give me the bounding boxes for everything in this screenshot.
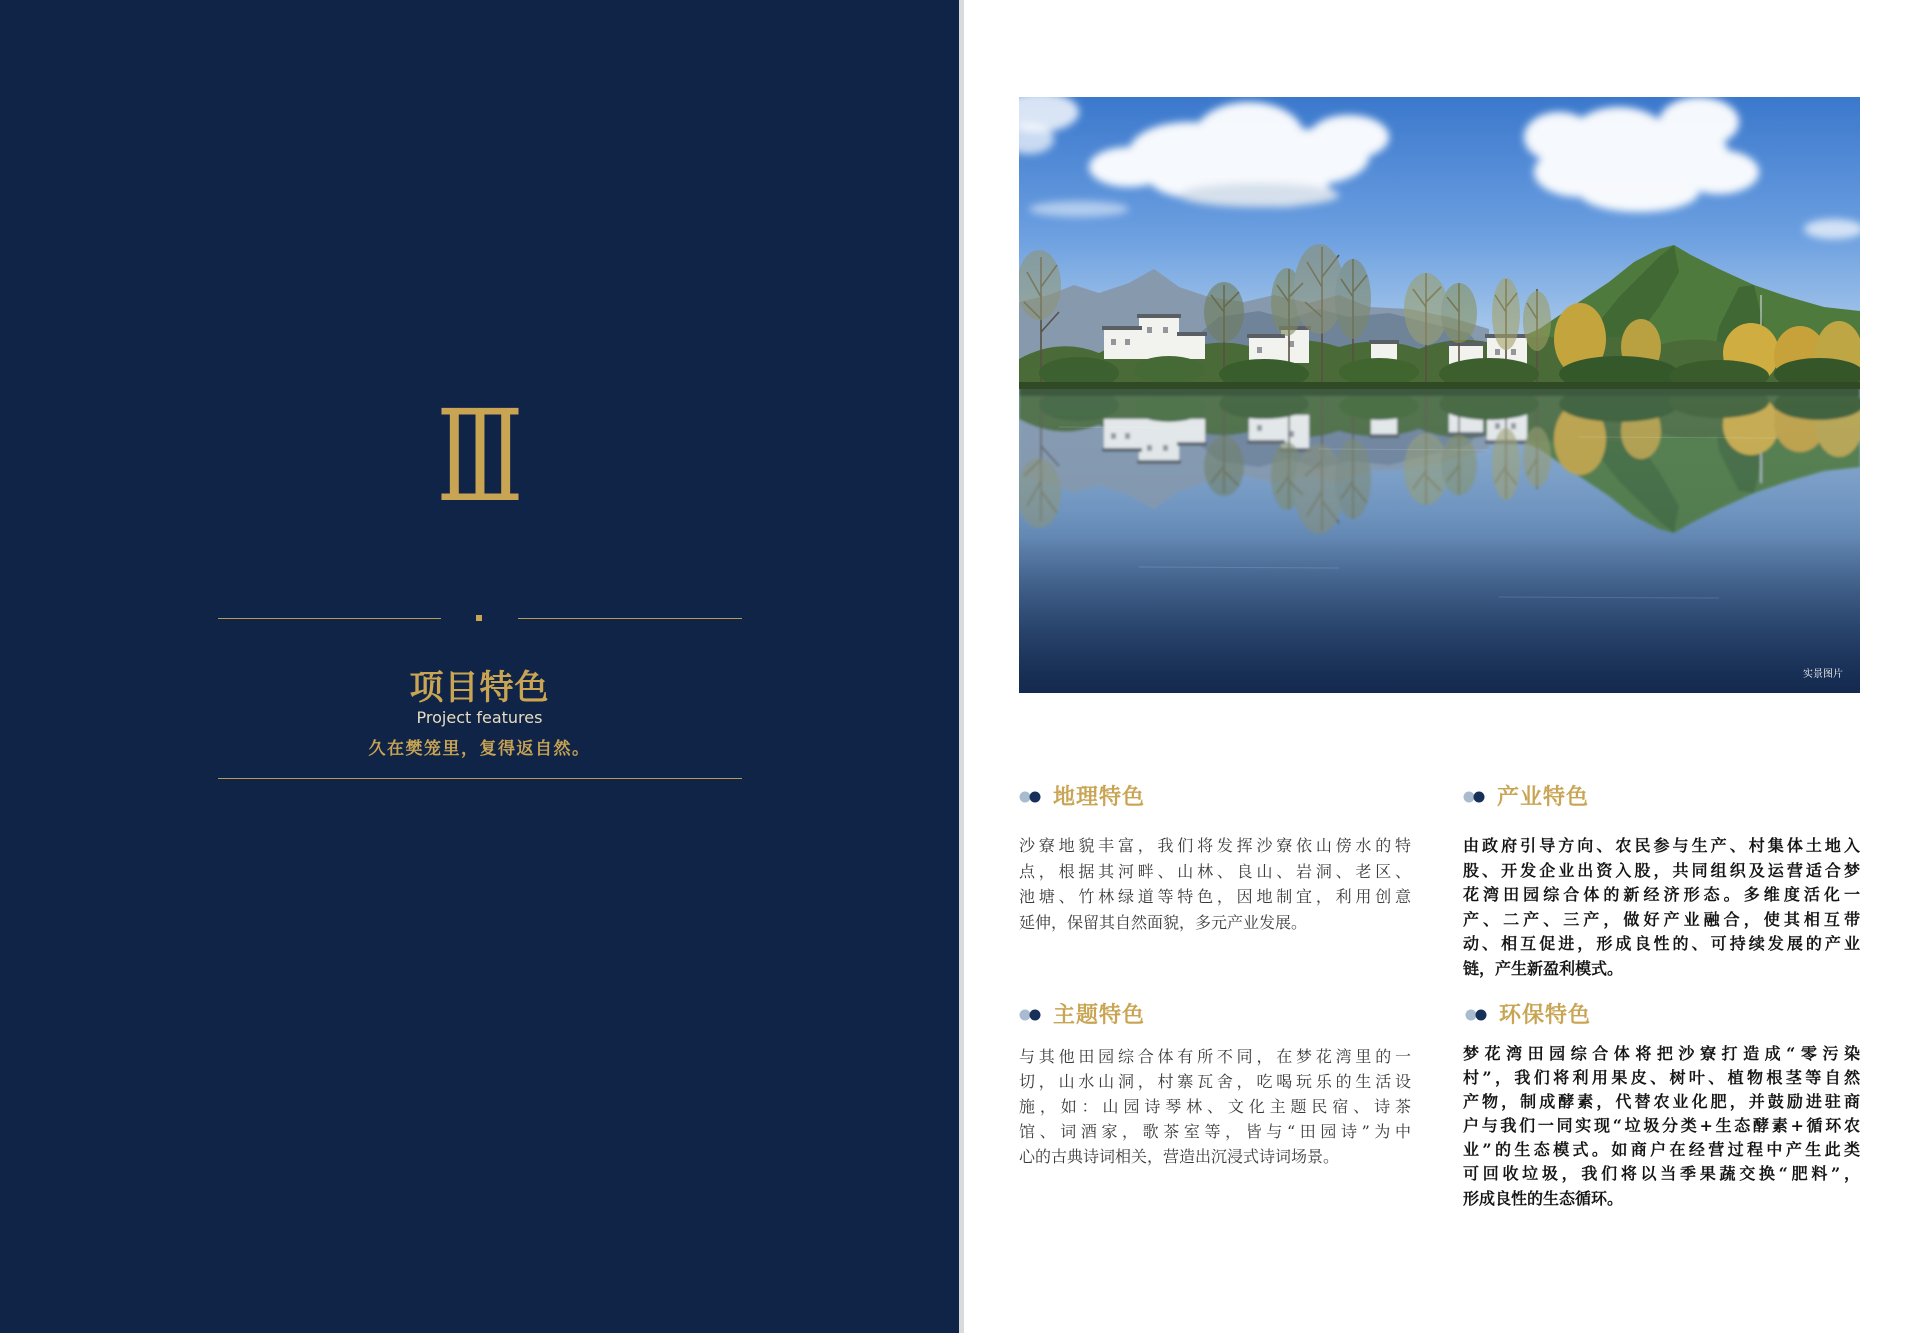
body-line: 由政府引导方向、农民参与生产、村集体土地入 [1463, 836, 1860, 855]
chapter-cover-panel [0, 0, 959, 1333]
body-line: 梦花湾田园综合体将把沙寮打造成“零污染 [1463, 1044, 1860, 1063]
section-title: 环保特色 [1499, 1002, 1592, 1028]
body-line: 产、二产、三产，做好产业融合，使其相互带 [1463, 909, 1860, 929]
body-line: 股、开发企业出资入股，共同组织及运营适合梦 [1463, 860, 1860, 880]
section-body-industry [1463, 834, 1860, 981]
section-heading-environment [1465, 1002, 1591, 1028]
section-body-theme [1019, 1044, 1411, 1169]
landscape-photo [1019, 97, 1860, 693]
bullet-dots-icon [1019, 790, 1043, 804]
body-line: 馆、词酒家，歌茶室等，皆与“田园诗”为中 [1019, 1122, 1411, 1142]
bullet-dots-icon [1019, 1008, 1043, 1022]
section-body-environment [1463, 1042, 1860, 1211]
divider-square-icon [476, 615, 482, 621]
body-line: 可回收垃圾，我们将以当季果蔬交换“肥料”， [1463, 1164, 1860, 1184]
bullet-dots-icon [1463, 790, 1487, 804]
body-line: 链，产生新盈利模式。 [1463, 958, 1624, 978]
photo-caption: 实景图片 [1803, 669, 1843, 680]
divider-left [218, 618, 441, 619]
section-title: 产业特色 [1497, 784, 1590, 810]
body-line: 点，根据其河畔、山林、良山、岩洞、老区、 [1019, 861, 1411, 881]
body-line: 与其他田园综合体有所不同，在梦花湾里的一 [1019, 1047, 1411, 1066]
bullet-dots-icon [1465, 1008, 1489, 1022]
section-heading-geography [1019, 784, 1145, 810]
body-line: 池塘、竹林绿道等特色，因地制宜，利用创意 [1019, 887, 1411, 907]
body-line: 户与我们一同实现“垃圾分类+生态酵素+循环农 [1463, 1116, 1860, 1136]
section-title: 主题特色 [1053, 1002, 1146, 1028]
chapter-title-en: Project features [416, 708, 543, 727]
chapter-title: 项目特色 [409, 668, 550, 708]
section-body-geography [1019, 833, 1411, 936]
body-line: 村”，我们将利用果皮、树叶、植物根茎等自然 [1463, 1068, 1860, 1088]
section-heading-theme [1019, 1002, 1145, 1028]
body-line: 动、相互促进，形成良性的、可持续发展的产业 [1463, 934, 1860, 953]
body-line: 花湾田园综合体的新经济形态。多维度活化一 [1463, 885, 1860, 904]
section-heading-industry [1463, 784, 1589, 810]
body-line: 业”的生态模式。如商户在经营过程中产生此类 [1463, 1140, 1860, 1160]
body-line: 延伸，保留其自然面貌，多元产业发展。 [1019, 913, 1308, 933]
body-line: 产物，制成酵素，代替农业化肥，并鼓励进驻商 [1463, 1092, 1860, 1112]
body-line: 沙寮地貌丰富，我们将发挥沙寮依山傍水的特 [1019, 836, 1411, 855]
landscape-photo-image [1019, 97, 1860, 693]
body-line: 心的古典诗词相关，营造出沉浸式诗词场景。 [1019, 1147, 1340, 1167]
chapter-tagline: 久在樊笼里，复得返自然。 [368, 739, 591, 759]
divider-right [518, 618, 742, 619]
divider-bottom [218, 778, 742, 779]
body-line: 施，如：山园诗琴林、文化主题民宿、诗茶 [1019, 1097, 1411, 1117]
body-line: 切，山水山洞，村寨瓦舍，吃喝玩乐的生活设 [1019, 1072, 1411, 1092]
section-title: 地理特色 [1053, 784, 1146, 810]
body-line: 形成良性的生态循环。 [1463, 1188, 1624, 1208]
chapter-numeral-text: Ⅲ [436, 383, 524, 530]
chapter-numeral [420, 383, 540, 530]
